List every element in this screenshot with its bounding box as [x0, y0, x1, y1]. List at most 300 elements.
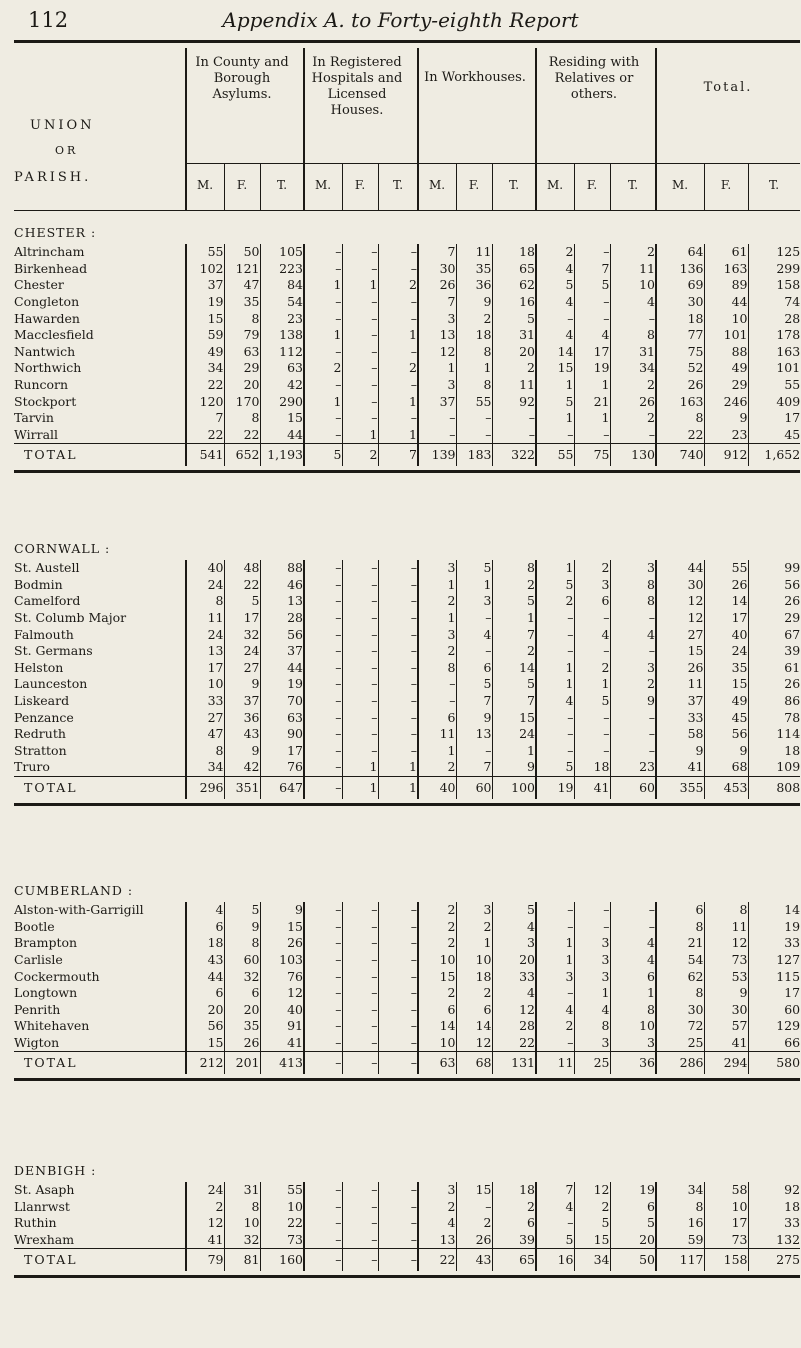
cell-value: – — [574, 919, 610, 936]
cell-value: – — [536, 427, 574, 444]
cell-value: 49 — [704, 693, 748, 710]
cell-value: 5 — [574, 693, 610, 710]
cell-value: – — [304, 660, 342, 677]
cell-value: 8 — [656, 1199, 704, 1216]
cell-value: – — [418, 427, 456, 444]
cell-value: 17 — [748, 985, 800, 1002]
cell-value: – — [342, 643, 378, 660]
cell-value: 14 — [456, 1018, 492, 1035]
cell-value: – — [342, 393, 378, 410]
cell-value: 31 — [610, 344, 656, 361]
cell-value: 26 — [224, 1035, 260, 1052]
sub-header-m: M. — [546, 178, 564, 192]
cell-value: 15 — [186, 310, 224, 327]
page-number: 112 — [28, 8, 69, 32]
cell-value: 127 — [748, 952, 800, 969]
cell-value: 3 — [456, 902, 492, 919]
cell-value: 2 — [536, 244, 574, 261]
cell-value: 37 — [186, 277, 224, 294]
cell-value: 5 — [492, 593, 536, 610]
parish-name: Stratton — [14, 742, 67, 758]
table-row — [14, 294, 800, 311]
cell-value: 740 — [656, 444, 704, 467]
cell-value: 1 — [378, 393, 418, 410]
cell-value: 47 — [186, 726, 224, 743]
cell-value: – — [378, 244, 418, 261]
cell-value: 2 — [610, 676, 656, 693]
cell-value: 3 — [574, 1035, 610, 1052]
parish-name: Tarvin — [14, 410, 54, 426]
table-row — [14, 693, 800, 710]
county-heading: CHESTER : — [14, 225, 97, 240]
cell-value: 13 — [260, 593, 304, 610]
cell-value: 290 — [260, 393, 304, 410]
cell-value: 42 — [224, 759, 260, 776]
cell-value: 8 — [656, 985, 704, 1002]
cell-value: 4 — [610, 952, 656, 969]
cell-value: 18 — [574, 759, 610, 776]
cell-value: 27 — [186, 709, 224, 726]
cell-value: 22 — [418, 1249, 456, 1272]
cell-value: 10 — [610, 1018, 656, 1035]
cell-value: 24 — [186, 577, 224, 594]
parish-name: Falmouth — [14, 626, 74, 642]
cell-value: – — [378, 560, 418, 577]
sub-header-f: F. — [236, 178, 248, 192]
sub-header-m: M. — [314, 178, 332, 192]
cell-value: 12 — [418, 344, 456, 361]
cell-value: 22 — [186, 377, 224, 394]
table-row — [14, 577, 800, 594]
cell-value: 86 — [748, 693, 800, 710]
cell-value: 3 — [418, 310, 456, 327]
column-rule — [224, 163, 225, 210]
cell-value: 16 — [536, 1249, 574, 1272]
cell-value: – — [304, 643, 342, 660]
cell-value: 9 — [704, 743, 748, 760]
cell-value: – — [574, 244, 610, 261]
cell-value: 39 — [748, 643, 800, 660]
cell-value: 56 — [748, 577, 800, 594]
cell-value: – — [574, 427, 610, 444]
cell-value: 2 — [492, 1199, 536, 1216]
cell-value: 13 — [186, 643, 224, 660]
column-rule — [655, 48, 657, 210]
cell-value: – — [610, 726, 656, 743]
cell-value: 4 — [574, 626, 610, 643]
cell-value: 17 — [574, 344, 610, 361]
cell-value: – — [304, 709, 342, 726]
cell-value: 5 — [456, 676, 492, 693]
cell-value: 8 — [186, 593, 224, 610]
cell-value: 18 — [748, 743, 800, 760]
cell-value: 139 — [418, 444, 456, 467]
cell-value: 286 — [656, 1052, 704, 1075]
cell-value: 43 — [224, 726, 260, 743]
cell-value: 40 — [704, 626, 748, 643]
cell-value: 67 — [748, 626, 800, 643]
cell-value: 52 — [656, 360, 704, 377]
cell-value: – — [536, 902, 574, 919]
cell-value: 212 — [186, 1052, 224, 1075]
cell-value: 158 — [704, 1249, 748, 1272]
cell-value: 1 — [574, 410, 610, 427]
table-row — [14, 310, 800, 327]
cell-value: 24 — [186, 626, 224, 643]
parish-name: Llanrwst — [14, 1198, 70, 1214]
cell-value: – — [536, 643, 574, 660]
cell-value: – — [610, 310, 656, 327]
table-row — [14, 759, 800, 776]
cell-value: 2 — [418, 643, 456, 660]
cell-value: 4 — [536, 1002, 574, 1019]
cell-value: 20 — [224, 377, 260, 394]
cell-value: 9 — [656, 743, 704, 760]
cell-value: 3 — [574, 935, 610, 952]
cell-value: – — [378, 952, 418, 969]
cell-value: 1 — [342, 759, 378, 776]
cell-value: 131 — [492, 1052, 536, 1075]
table-row — [14, 952, 800, 969]
cell-value: – — [456, 610, 492, 627]
cell-value: – — [342, 1182, 378, 1199]
cell-value: – — [378, 1215, 418, 1232]
cell-value: 35 — [224, 1018, 260, 1035]
cell-value: 1 — [418, 743, 456, 760]
cell-value: – — [378, 743, 418, 760]
cell-value: 62 — [656, 968, 704, 985]
cell-value: – — [536, 709, 574, 726]
cell-value: 3 — [574, 952, 610, 969]
cell-value: – — [378, 1035, 418, 1052]
parish-name: Bodmin — [14, 576, 63, 592]
cell-value: – — [342, 626, 378, 643]
cell-value: 16 — [656, 1215, 704, 1232]
parish-name: Truro — [14, 759, 50, 775]
table-row — [14, 626, 800, 643]
section-rule — [14, 470, 800, 473]
table-row — [14, 244, 800, 261]
cell-value: – — [304, 244, 342, 261]
cell-value: – — [342, 560, 378, 577]
cell-value: – — [342, 360, 378, 377]
cell-value: 103 — [260, 952, 304, 969]
cell-value: 41 — [574, 776, 610, 799]
cell-value: 28 — [260, 610, 304, 627]
cell-value: 322 — [492, 444, 536, 467]
cell-value: – — [304, 626, 342, 643]
cell-value: 84 — [260, 277, 304, 294]
total-label: TOTAL — [14, 1249, 186, 1272]
cell-value: 36 — [610, 1052, 656, 1075]
cell-value: 5 — [492, 676, 536, 693]
cell-value: 24 — [492, 726, 536, 743]
cell-value: 63 — [224, 344, 260, 361]
cell-value: – — [342, 1052, 378, 1075]
parish-name: Wrexham — [14, 1232, 75, 1248]
cell-value: 22 — [224, 577, 260, 594]
cell-value: 29 — [224, 360, 260, 377]
cell-value: 1 — [418, 360, 456, 377]
cell-value: 13 — [456, 726, 492, 743]
cell-value: 18 — [186, 935, 224, 952]
cell-value: 11 — [186, 610, 224, 627]
cell-value: – — [610, 427, 656, 444]
cell-value: 3 — [610, 660, 656, 677]
parish-name: Carlisle — [14, 952, 63, 968]
cell-value: 53 — [704, 968, 748, 985]
cell-value: – — [304, 776, 342, 799]
cell-value: 61 — [704, 244, 748, 261]
cell-value: 32 — [224, 1232, 260, 1249]
cell-value: – — [574, 743, 610, 760]
cell-value: 14 — [704, 593, 748, 610]
table-row — [14, 1035, 800, 1052]
parish-name: Penzance — [14, 709, 74, 725]
cell-value: – — [342, 410, 378, 427]
cell-value: 5 — [456, 560, 492, 577]
cell-value: 77 — [656, 327, 704, 344]
cell-value: 409 — [748, 393, 800, 410]
cell-value: 163 — [704, 261, 748, 278]
cell-value: 4 — [492, 985, 536, 1002]
table-row — [14, 1182, 800, 1199]
cell-value: – — [342, 709, 378, 726]
cell-value: 4 — [186, 902, 224, 919]
cell-value: 15 — [418, 968, 456, 985]
cell-value: – — [342, 261, 378, 278]
cell-value: 3 — [492, 935, 536, 952]
sub-header-m: M. — [428, 178, 446, 192]
cell-value: 8 — [704, 902, 748, 919]
cell-value: 26 — [748, 593, 800, 610]
cell-value: – — [418, 676, 456, 693]
cell-value: 2 — [574, 1199, 610, 1216]
cell-value: 2 — [536, 1018, 574, 1035]
cell-value: 35 — [456, 261, 492, 278]
cell-value: 2 — [456, 310, 492, 327]
cell-value: – — [378, 377, 418, 394]
cell-value: 22 — [186, 427, 224, 444]
cell-value: 3 — [418, 560, 456, 577]
cell-value: 41 — [186, 1232, 224, 1249]
cell-value: – — [456, 410, 492, 427]
cell-value: 41 — [704, 1035, 748, 1052]
cell-value: 57 — [704, 1018, 748, 1035]
cell-value: 17 — [704, 610, 748, 627]
cell-value: 15 — [574, 1232, 610, 1249]
cell-value: – — [304, 577, 342, 594]
cell-value: 136 — [656, 261, 704, 278]
sub-header-m: M. — [196, 178, 214, 192]
cell-value: 47 — [224, 277, 260, 294]
cell-value: – — [378, 660, 418, 677]
cell-value: 21 — [574, 393, 610, 410]
table-row — [14, 610, 800, 627]
cell-value: – — [304, 294, 342, 311]
cell-value: – — [456, 643, 492, 660]
cell-value: 22 — [492, 1035, 536, 1052]
cell-value: 81 — [224, 1249, 260, 1272]
cell-value: 34 — [186, 360, 224, 377]
county-table — [14, 538, 800, 799]
cell-value: 1 — [378, 427, 418, 444]
cell-value: 109 — [748, 759, 800, 776]
cell-value: – — [304, 1052, 342, 1075]
cell-value: 29 — [748, 610, 800, 627]
cell-value: 31 — [492, 327, 536, 344]
column-rule — [378, 163, 379, 210]
cell-value: 10 — [704, 310, 748, 327]
sub-header-t: T. — [768, 178, 780, 192]
sub-header-f: F. — [720, 178, 732, 192]
cell-value: – — [378, 1232, 418, 1249]
cell-value: 8 — [656, 919, 704, 936]
cell-value: 15 — [656, 643, 704, 660]
cell-value: 4 — [536, 693, 574, 710]
total-row — [14, 1052, 800, 1075]
cell-value: – — [378, 726, 418, 743]
cell-value: 61 — [748, 660, 800, 677]
cell-value: 14 — [536, 344, 574, 361]
cell-value: 72 — [656, 1018, 704, 1035]
cell-value: 6 — [656, 902, 704, 919]
cell-value: – — [304, 919, 342, 936]
cell-value: – — [304, 902, 342, 919]
cell-value: 9 — [224, 743, 260, 760]
sub-header-t: T. — [627, 178, 639, 192]
cell-value: – — [304, 676, 342, 693]
cell-value: 9 — [260, 902, 304, 919]
county-heading: CORNWALL : — [14, 541, 111, 556]
cell-value: – — [342, 327, 378, 344]
cell-value: 37 — [418, 393, 456, 410]
cell-value: 18 — [656, 310, 704, 327]
cell-value: 15 — [704, 676, 748, 693]
cell-value: 2 — [492, 577, 536, 594]
cell-value: 1 — [342, 776, 378, 799]
cell-value: 20 — [492, 952, 536, 969]
cell-value: 17 — [224, 610, 260, 627]
cell-value: 18 — [456, 968, 492, 985]
table-row — [14, 1215, 800, 1232]
sub-header-f: F. — [354, 178, 366, 192]
cell-value: 8 — [492, 560, 536, 577]
cell-value: 132 — [748, 1232, 800, 1249]
column-rule — [417, 48, 419, 210]
cell-value: 30 — [656, 1002, 704, 1019]
cell-value: – — [342, 344, 378, 361]
cell-value: 37 — [260, 643, 304, 660]
cell-value: – — [378, 1052, 418, 1075]
cell-value: 74 — [748, 294, 800, 311]
section-rule — [14, 1078, 800, 1081]
parish-name: Longtown — [14, 985, 78, 1001]
cell-value: – — [536, 310, 574, 327]
cell-value: – — [304, 1232, 342, 1249]
cell-value: – — [378, 968, 418, 985]
table-row — [14, 277, 800, 294]
cell-value: 2 — [418, 1199, 456, 1216]
cell-value: 15 — [260, 919, 304, 936]
cell-value: 39 — [492, 1232, 536, 1249]
cell-value: – — [492, 410, 536, 427]
cell-value: – — [304, 560, 342, 577]
cell-value: 7 — [536, 1182, 574, 1199]
cell-value: 65 — [492, 1249, 536, 1272]
cell-value: 4 — [536, 327, 574, 344]
cell-value: – — [378, 935, 418, 952]
cell-value: – — [536, 985, 574, 1002]
cell-value: 8 — [610, 1002, 656, 1019]
cell-value: 37 — [224, 693, 260, 710]
cell-value: – — [418, 410, 456, 427]
cell-value: 1 — [536, 377, 574, 394]
cell-value: – — [342, 919, 378, 936]
cell-value: 15 — [186, 1035, 224, 1052]
column-rule — [185, 48, 187, 210]
cell-value: – — [304, 344, 342, 361]
cell-value: 2 — [456, 1215, 492, 1232]
table-row — [14, 377, 800, 394]
cell-value: – — [304, 1199, 342, 1216]
total-label: TOTAL — [14, 444, 186, 467]
cell-value: 14 — [748, 902, 800, 919]
parish-name: Wirrall — [14, 426, 59, 442]
cell-value: – — [304, 759, 342, 776]
cell-value: 79 — [186, 1249, 224, 1272]
cell-value: 129 — [748, 1018, 800, 1035]
cell-value: 1 — [304, 277, 342, 294]
cell-value: 19 — [574, 360, 610, 377]
parish-name: Penrith — [14, 1001, 61, 1017]
cell-value: – — [304, 593, 342, 610]
cell-value: 652 — [224, 444, 260, 467]
table-row — [14, 344, 800, 361]
cell-value: 73 — [704, 1232, 748, 1249]
cell-value: 7 — [456, 759, 492, 776]
cell-value: 56 — [260, 626, 304, 643]
cell-value: 35 — [704, 660, 748, 677]
cell-value: 19 — [536, 776, 574, 799]
cell-value: – — [378, 1182, 418, 1199]
column-rule — [342, 163, 343, 210]
cell-value: 170 — [224, 393, 260, 410]
cell-value: – — [342, 1215, 378, 1232]
cell-value: 1 — [378, 759, 418, 776]
parish-name: Northwich — [14, 360, 82, 376]
cell-value: 3 — [574, 968, 610, 985]
cell-value: 1 — [304, 327, 342, 344]
cell-value: – — [304, 410, 342, 427]
cell-value: – — [342, 1199, 378, 1216]
cell-value: – — [342, 676, 378, 693]
cell-value: 8 — [224, 310, 260, 327]
cell-value: 7 — [492, 626, 536, 643]
cell-value: 2 — [456, 985, 492, 1002]
cell-value: 59 — [186, 327, 224, 344]
cell-value: 2 — [418, 902, 456, 919]
cell-value: 2 — [610, 244, 656, 261]
cell-value: 35 — [224, 294, 260, 311]
cell-value: 60 — [224, 952, 260, 969]
parish-name: Hawarden — [14, 310, 80, 326]
cell-value: 5 — [536, 759, 574, 776]
cell-value: 2 — [418, 935, 456, 952]
cell-value: 8 — [418, 660, 456, 677]
cell-value: – — [378, 902, 418, 919]
cell-value: 1 — [574, 377, 610, 394]
